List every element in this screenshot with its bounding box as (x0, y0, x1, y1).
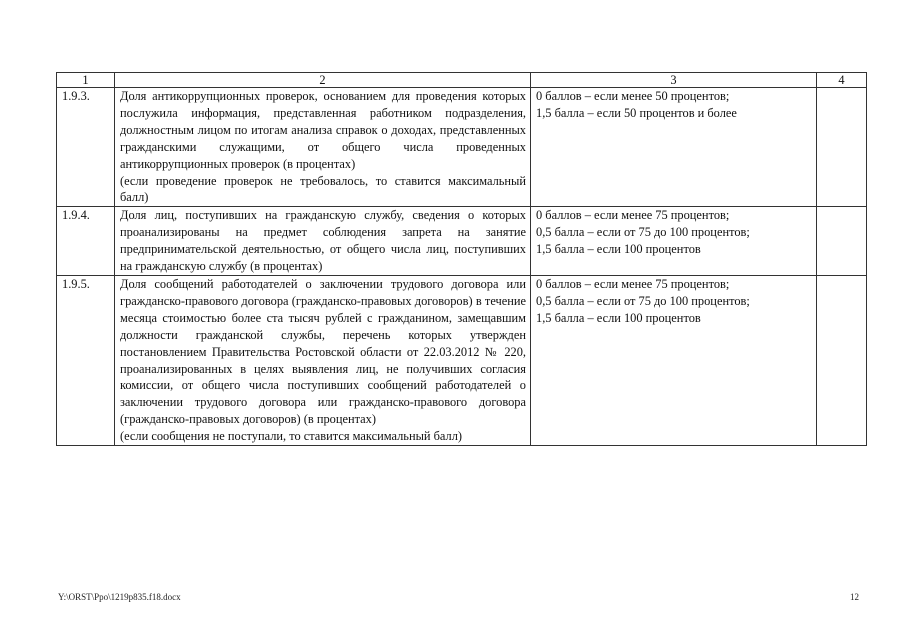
empty-cell (817, 207, 867, 276)
empty-cell (817, 88, 867, 207)
scoring-line: 1,5 балла – если 100 процентов (536, 310, 701, 325)
header-cell-3: 3 (531, 73, 817, 88)
header-cell-4: 4 (817, 73, 867, 88)
indicator-description (115, 88, 531, 207)
row-number: 1.9.5. (57, 275, 115, 445)
empty-cell (817, 275, 867, 445)
table-header-row (57, 73, 867, 88)
table-row (57, 88, 867, 207)
scoring-line: 0,5 балла – если от 75 до 100 процентов; (536, 293, 750, 308)
table-row (57, 275, 867, 445)
description-note: (если сообщения не поступали, то ставится максимальный балл) (120, 429, 463, 444)
description-text: Доля лиц, поступивших на гражданскую службу, сведения о которых проанализированы на предмет соблюдения запрета на занятие предпринимательской деятельностью, от общего числа лиц, поступивших на гражданскую службу (в процентах) (120, 208, 526, 274)
scoring-line: 0 баллов – если менее 75 процентов; (536, 208, 730, 223)
scoring-line: 0 баллов – если менее 75 процентов; (536, 276, 730, 291)
row-number: 1.9.4. (57, 207, 115, 276)
scoring-line: 0,5 балла – если от 75 до 100 процентов; (536, 225, 750, 240)
description-text: Доля сообщений работодателей о заключении трудового договора или гражданско-правового договора (гражданско-правовых договоров) в течение месяца стоимостью более ста тысяч рублей с гражданином, замещавшим должности гражданской службы, перечень которых утвержден постановлением Правительства Ростовской области от 22.03.2012 № 220, проанализированных в целях выявления лиц, не получивших согласия комиссии, от общего числа поступивших сообщений работодателей о заключении трудового договора или гражданско-правового договора (гражданско-правовых договоров) (в процентах) (120, 276, 526, 427)
scoring-rules (531, 207, 817, 276)
scoring-line: 0 баллов – если менее 50 процентов; (536, 89, 730, 103)
description-note: (если проведение проверок не требовалось, то ставится максимальный балл) (120, 173, 526, 205)
scoring-rules (531, 275, 817, 445)
scoring-line: 1,5 балла – если 50 процентов и более (536, 105, 737, 120)
row-number: 1.9.3. (57, 88, 115, 207)
indicator-description (115, 207, 531, 276)
indicator-description (115, 275, 531, 445)
description-text: Доля антикоррупционных проверок, основанием для проведения которых послужила информация, представленная работником подразделения, должностным лицом по итогам анализа справок о доходах, представленных гражданскими служащими, от общего числа проведенных антикоррупционных проверок (в процентах) (120, 89, 526, 171)
page-number: 12 (850, 592, 859, 602)
footer-file-path: Y:\ORST\Ppo\1219p835.f18.docx (58, 592, 181, 602)
criteria-table (56, 72, 867, 446)
table-row (57, 207, 867, 276)
scoring-line: 1,5 балла – если 100 процентов (536, 242, 701, 257)
scoring-rules (531, 88, 817, 207)
header-cell-1: 1 (57, 73, 115, 88)
header-cell-2: 2 (115, 73, 531, 88)
